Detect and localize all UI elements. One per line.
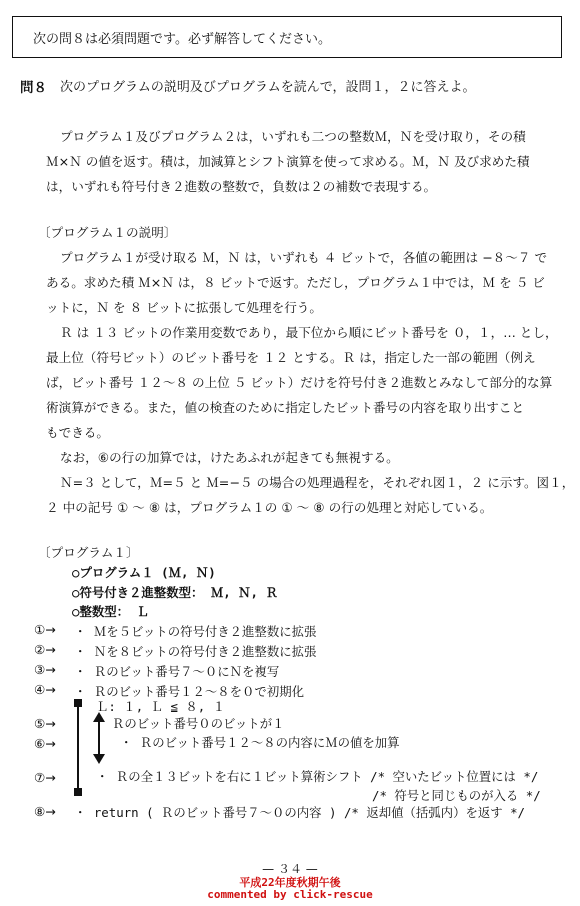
program-line-1: ・ Ｍを５ビットの符号付き２進整数に拡張	[74, 624, 317, 639]
line-label-3: ③→	[34, 662, 56, 677]
selection-arrow-icon	[92, 712, 106, 764]
explanation-line: ば，ビット番号 １２〜８ の上位 ５ ビット）だけを符号付き２進数とみなして部分的な算	[46, 375, 553, 390]
program-line-8: ・ return ( Ｒのビット番号７〜０の内容 ) /* 返却値（括弧内）を返す */	[74, 805, 526, 820]
line-label-5: ⑤→	[34, 716, 56, 731]
loop-end-marker	[74, 788, 82, 796]
program-line-6: ・ Ｒのビット番号１２〜８の内容にＭの値を加算	[120, 735, 400, 750]
intro-line: Ｍ×Ｎ の値を返す。積は，加減算とシフト演算を使って求める。Ｍ，Ｎ 及び求めた積	[46, 154, 530, 169]
notice-box	[12, 16, 562, 58]
explanation-line: なお，⑥の行の加算では，けたあふれが起きても無視する。	[60, 450, 399, 465]
line-label-4: ④→	[34, 682, 56, 697]
program-line-4: ・ Ｒのビット番号１２〜８を０で初期化	[74, 684, 304, 699]
explanation-line: ある。求めた積 Ｍ×Ｎ は，８ ビットで返す。ただし，プログラム１中では，Ｍ を ５ ビ	[46, 275, 545, 290]
question-text: 次のプログラムの説明及びプログラムを読んで，設問１，２に答えよ。	[60, 80, 476, 95]
program-header: ○プログラム１ (Ｍ, Ｎ)	[72, 565, 216, 580]
program-line-5: Ｒのビット番号０のビットが１	[112, 716, 285, 731]
explanation-line: プログラム１が受け取る Ｍ，Ｎ は，いずれも ４ ビットで，各値の範囲は −８〜７ で	[60, 250, 548, 265]
program-line-2: ・ Ｎを８ビットの符号付き２進整数に拡張	[74, 644, 317, 659]
program-decl: ○符号付き２進整数型： Ｍ, Ｎ, Ｒ	[72, 585, 278, 600]
line-label-2: ②→	[34, 642, 56, 657]
exam-title: 平成22年度秋期午後	[239, 876, 341, 889]
notice-text: 次の問８は必須問題です。必ず解答してください。	[33, 32, 331, 47]
program-line-7-comment: /* 符号と同じものが入る */	[372, 788, 541, 803]
explanation-line: Ｒ は １３ ビットの作業用変数であり，最下位から順にビット番号を ０，１，… とし，	[60, 325, 558, 340]
explanation-line: 最上位（符号ビット）のビット番号を １２ とする。Ｒ は，指定した一部の範囲（例え	[46, 350, 536, 365]
line-label-7: ⑦→	[34, 770, 56, 785]
credit-text: commented by click-rescue	[207, 888, 373, 901]
program-line-3: ・ Ｒのビット番号７〜０にＮを複写	[74, 664, 280, 679]
explanation-line: ットに，Ｎ を ８ ビットに拡張して処理を行う。	[46, 300, 322, 315]
line-label-8: ⑧→	[34, 804, 56, 819]
explanation-line: Ｎ=３ として，Ｍ=５ と Ｍ=−５ の場合の処理過程を，それぞれ図１，２ に示す。図１，	[60, 475, 575, 490]
intro-line: プログラム１及びプログラム２は，いずれも二つの整数Ｍ，Ｎを受け取り，その積	[60, 129, 526, 144]
loop-condition: Ｌ: １, Ｌ ≦ ８, １	[96, 699, 226, 714]
intro-line: は，いずれも符号付き２進数の整数で，負数は２の補数で表現する。	[46, 179, 437, 194]
page-number: — ３４ —	[262, 862, 318, 876]
line-label-6: ⑥→	[34, 736, 56, 751]
explanation-line: 術演算ができる。また，値の検査のために指定したビット番号の内容を取り出すこと	[46, 400, 525, 415]
line-label-1: ①→	[34, 622, 56, 637]
program-line-7: ・ Ｒの全１３ビットを右に１ビット算術シフト /* 空いたビット位置には */	[96, 769, 539, 784]
section-title: 〔プログラム１〕	[38, 545, 139, 560]
explanation-line: もできる。	[46, 425, 109, 440]
explanation-line: ２ 中の記号 ① 〜 ⑧ は，プログラム１の ① 〜 ⑧ の行の処理と対応している。	[46, 500, 493, 515]
program-decl: ○整数型： Ｌ	[72, 604, 149, 619]
question-label: 問８	[20, 80, 47, 96]
section-title: 〔プログラム１の説明〕	[38, 225, 177, 240]
loop-line	[77, 703, 79, 792]
